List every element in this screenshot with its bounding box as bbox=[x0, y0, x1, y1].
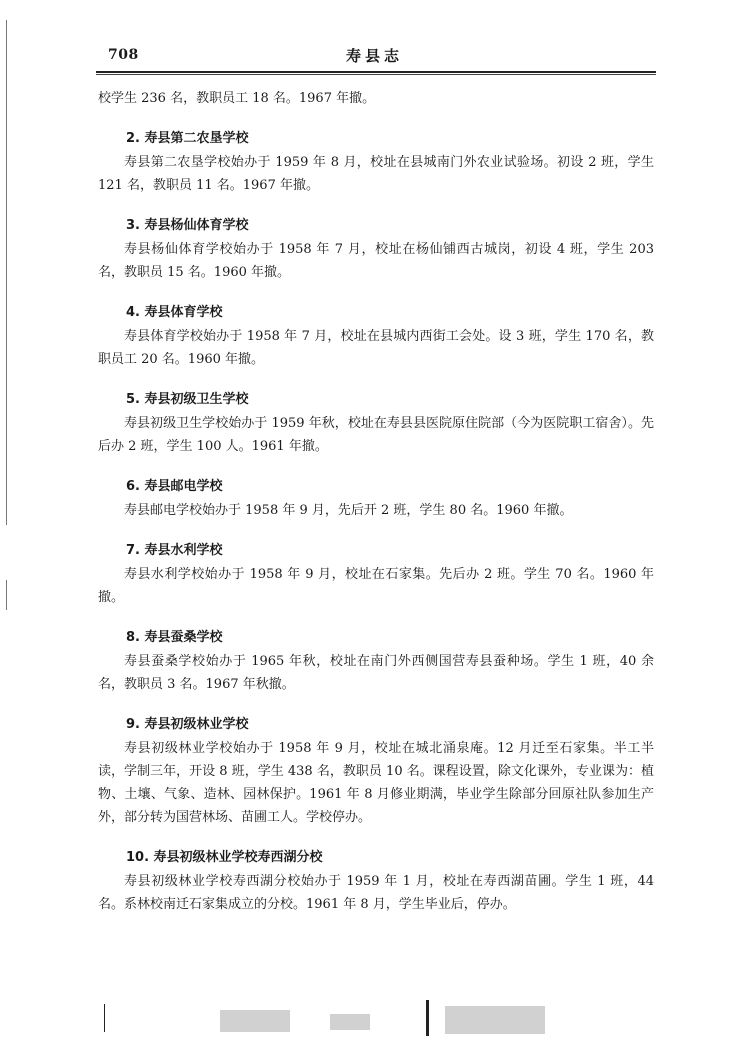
scan-mark bbox=[330, 1014, 370, 1030]
section-body: 寿县初级林业学校始办于 1958 年 9 月，校址在城北涌泉庵。12 月迁至石家集。半工半读，学制三年，开设 8 班，学生 438 名，教职员 10 名。课程设置，除文化课外，专业课为：植物、土壤、气象、造林、园林保护。1961 年 8 月修业期满，毕业学生除部分回原社队参加生产外，部分转为国营林场、苗圃工人。学校停办。 bbox=[98, 741, 654, 825]
scan-margin-line bbox=[6, 580, 7, 610]
section-body: 寿县体育学校始办于 1958 年 7 月，校址在县城内西街工会处。设 3 班，学生 170 名，教职员工 20 名。1960 年撤。 bbox=[98, 329, 654, 367]
section-4 bbox=[98, 302, 654, 371]
scan-margin-line bbox=[6, 20, 7, 525]
header-rule bbox=[96, 71, 656, 73]
section-body: 寿县杨仙体育学校始办于 1958 年 7 月，校址在杨仙铺西古城岗，初设 4 班，学生 203 名，教职员 15 名。1960 年撤。 bbox=[98, 242, 654, 280]
section-title: 10. 寿县初级林业学校寿西湖分校 bbox=[126, 850, 323, 865]
section-6 bbox=[98, 476, 654, 522]
section-body: 寿县初级卫生学校始办于 1959 年秋，校址在寿县县医院原住院部（今为医院职工宿舍）。先后办 2 班，学生 100 人。1961 年撤。 bbox=[98, 416, 654, 454]
section-title: 2. 寿县第二农垦学校 bbox=[126, 131, 249, 146]
scan-mark bbox=[445, 1006, 545, 1034]
section-title: 5. 寿县初级卫生学校 bbox=[126, 392, 249, 407]
scan-artifacts bbox=[100, 1000, 560, 1040]
section-body: 寿县蚕桑学校始办于 1965 年秋，校址在南门外西侧国营寿县蚕种场。学生 1 班，40 余名，教职员 3 名。1967 年秋撤。 bbox=[98, 654, 654, 692]
section-title: 3. 寿县杨仙体育学校 bbox=[126, 218, 249, 233]
page-header bbox=[96, 45, 656, 71]
section-9 bbox=[98, 714, 654, 829]
section-body: 寿县第二农垦学校始办于 1959 年 8 月，校址在县城南门外农业试验场。初设 2 班，学生 121 名，教职员 11 名。1967 年撤。 bbox=[98, 155, 654, 193]
section-8 bbox=[98, 627, 654, 696]
section-body: 寿县初级林业学校寿西湖分校始办于 1959 年 1 月，校址在寿西湖苗圃。学生 1 班，44 名。系林校南迁石家集成立的分校。1961 年 8 月，学生毕业后，停办。 bbox=[98, 874, 654, 912]
scan-mark bbox=[104, 1004, 105, 1032]
header-rule bbox=[96, 74, 656, 75]
page-body bbox=[98, 87, 654, 916]
section-title: 9. 寿县初级林业学校 bbox=[126, 717, 249, 732]
section-5 bbox=[98, 389, 654, 458]
scan-mark bbox=[220, 1010, 290, 1032]
section-7 bbox=[98, 540, 654, 609]
section-3 bbox=[98, 215, 654, 284]
section-body: 寿县邮电学校始办于 1958 年 9 月，先后开 2 班，学生 80 名。1960 年撤。 bbox=[124, 503, 573, 518]
section-2 bbox=[98, 128, 654, 197]
page-number: 708 bbox=[108, 47, 139, 63]
section-10 bbox=[98, 847, 654, 916]
intro-paragraph: 校学生 236 名，教职员工 18 名。1967 年撤。 bbox=[98, 91, 376, 106]
section-title: 8. 寿县蚕桑学校 bbox=[126, 630, 223, 645]
book-title: 寿县志 bbox=[346, 47, 404, 65]
section-title: 4. 寿县体育学校 bbox=[126, 305, 223, 320]
scan-mark bbox=[426, 1000, 429, 1036]
section-title: 7. 寿县水利学校 bbox=[126, 543, 223, 558]
section-title: 6. 寿县邮电学校 bbox=[126, 479, 223, 494]
section-body: 寿县水利学校始办于 1958 年 9 月，校址在石家集。先后办 2 班。学生 70 名。1960 年撤。 bbox=[98, 567, 654, 605]
